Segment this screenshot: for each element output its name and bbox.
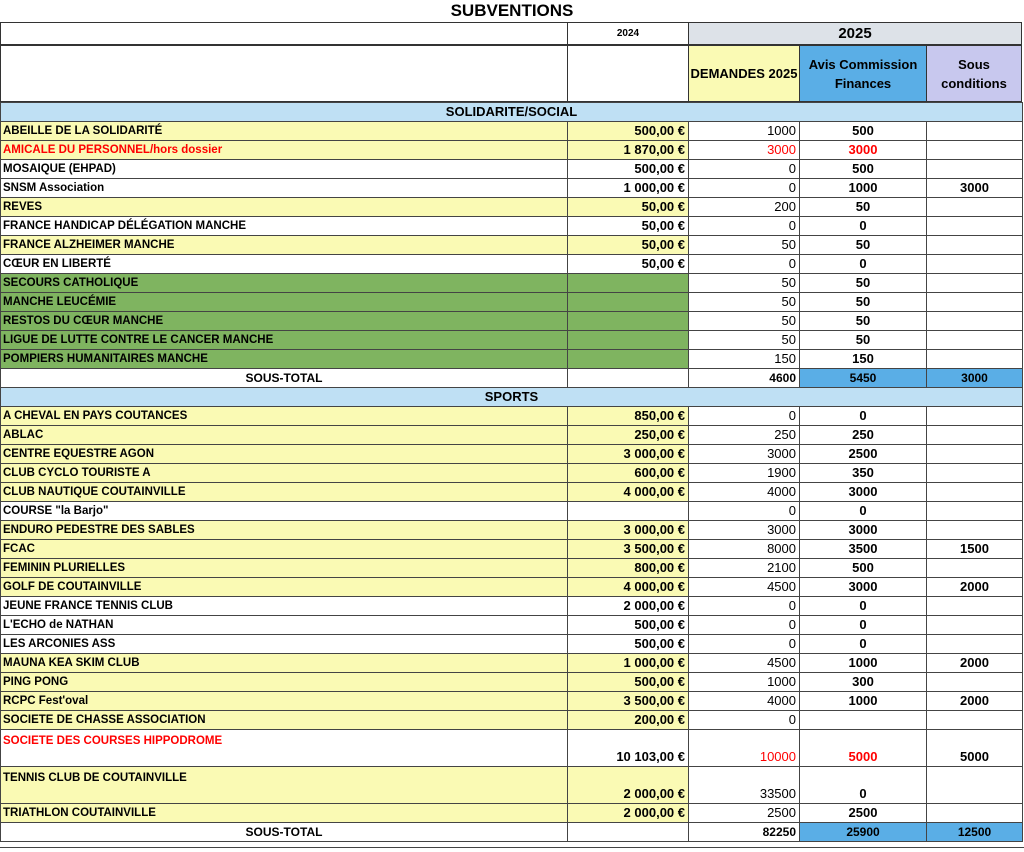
row-name: REVES — [1, 198, 568, 217]
row-name: FRANCE HANDICAP DÉLÉGATION MANCHE — [1, 217, 568, 236]
row-avis: 250 — [800, 426, 927, 445]
table-row — [1, 445, 1023, 464]
row-demandes: 50 — [689, 331, 800, 350]
table-row — [1, 350, 1023, 369]
section-title: SOLIDARITE/SOCIAL — [1, 103, 1023, 122]
table-row — [1, 179, 1023, 198]
row-name: MOSAIQUE (EHPAD) — [1, 160, 568, 179]
row-name: COURSE "la Barjo" — [1, 502, 568, 521]
table-row — [1, 274, 1023, 293]
subtotal-label: SOUS-TOTAL — [1, 369, 568, 388]
table-row — [1, 141, 1023, 160]
row-demandes: 0 — [689, 255, 800, 274]
row-name: ENDURO PEDESTRE DES SABLES — [1, 521, 568, 540]
table-row — [1, 521, 1023, 540]
row-sous-conditions — [927, 426, 1023, 445]
row-2024-amount: 50,00 € — [568, 255, 689, 274]
table-row — [1, 540, 1023, 559]
row-demandes: 0 — [689, 635, 800, 654]
row-name: MANCHE LEUCÉMIE — [1, 293, 568, 312]
row-name: TENNIS CLUB DE COUTAINVILLE — [1, 767, 568, 804]
table-row — [1, 160, 1023, 179]
row-sous-conditions — [927, 673, 1023, 692]
row-avis: 2500 — [800, 445, 927, 464]
row-demandes: 50 — [689, 236, 800, 255]
table-row — [1, 578, 1023, 597]
header-2024: 2024 — [567, 22, 689, 45]
row-2024-amount: 50,00 € — [568, 198, 689, 217]
table-row — [1, 312, 1023, 331]
row-demandes: 200 — [689, 198, 800, 217]
table-row — [1, 236, 1023, 255]
row-avis: 1000 — [800, 179, 927, 198]
row-demandes: 0 — [689, 160, 800, 179]
header-demandes: DEMANDES 2025 — [688, 45, 800, 102]
row-avis: 3000 — [800, 141, 927, 160]
row-sous-conditions — [927, 350, 1023, 369]
table-row — [1, 407, 1023, 426]
row-avis: 0 — [800, 217, 927, 236]
row-name: FEMININ PLURIELLES — [1, 559, 568, 578]
row-name: MAUNA KEA SKIM CLUB — [1, 654, 568, 673]
row-name: CLUB CYCLO TOURISTE A — [1, 464, 568, 483]
table-row — [1, 502, 1023, 521]
row-avis: 2500 — [800, 804, 927, 823]
row-sous-conditions — [927, 767, 1023, 804]
row-2024-amount: 200,00 € — [568, 711, 689, 730]
header-2024-blank — [567, 45, 689, 102]
row-sous-conditions — [927, 711, 1023, 730]
row-demandes: 4500 — [689, 578, 800, 597]
table-row — [1, 426, 1023, 445]
row-avis: 500 — [800, 559, 927, 578]
row-2024-amount: 2 000,00 € — [568, 767, 689, 804]
section-title: SPORTS — [1, 388, 1023, 407]
table-row — [1, 255, 1023, 274]
row-name: SNSM Association — [1, 179, 568, 198]
row-name: JEUNE FRANCE TENNIS CLUB — [1, 597, 568, 616]
row-2024-amount: 10 103,00 € — [568, 730, 689, 767]
header-blank — [0, 22, 568, 45]
row-avis: 300 — [800, 673, 927, 692]
row-sous-conditions — [927, 616, 1023, 635]
table-row — [1, 711, 1023, 730]
row-name: FRANCE ALZHEIMER MANCHE — [1, 236, 568, 255]
row-2024-amount: 500,00 € — [568, 160, 689, 179]
row-sous-conditions — [927, 804, 1023, 823]
row-name: SECOURS CATHOLIQUE — [1, 274, 568, 293]
row-2024-amount: 2 000,00 € — [568, 597, 689, 616]
row-sous-conditions — [927, 635, 1023, 654]
row-2024-amount: 3 000,00 € — [568, 445, 689, 464]
header-sous-conditions: Sous conditions — [926, 45, 1022, 102]
row-sous-conditions — [927, 331, 1023, 350]
row-avis: 1000 — [800, 654, 927, 673]
row-avis: 500 — [800, 160, 927, 179]
subventions-table — [0, 102, 1023, 842]
row-sous-conditions — [927, 559, 1023, 578]
row-sous-conditions: 1500 — [927, 540, 1023, 559]
row-demandes: 250 — [689, 426, 800, 445]
row-2024-amount: 3 500,00 € — [568, 692, 689, 711]
row-2024-amount — [568, 274, 689, 293]
row-sous-conditions — [927, 198, 1023, 217]
table-row — [1, 559, 1023, 578]
table-row — [1, 331, 1023, 350]
row-sous-conditions — [927, 483, 1023, 502]
row-2024-amount: 500,00 € — [568, 673, 689, 692]
row-2024-amount: 800,00 € — [568, 559, 689, 578]
row-2024-amount — [568, 331, 689, 350]
row-avis: 50 — [800, 293, 927, 312]
row-2024-amount — [568, 502, 689, 521]
row-demandes: 50 — [689, 274, 800, 293]
row-avis: 0 — [800, 616, 927, 635]
row-sous-conditions — [927, 141, 1023, 160]
table-row — [1, 483, 1023, 502]
table-row — [1, 692, 1023, 711]
row-sous-conditions — [927, 312, 1023, 331]
row-sous-conditions — [927, 521, 1023, 540]
row-2024-amount: 50,00 € — [568, 236, 689, 255]
row-2024-amount: 500,00 € — [568, 616, 689, 635]
row-avis: 3000 — [800, 578, 927, 597]
row-demandes: 0 — [689, 179, 800, 198]
row-demandes: 33500 — [689, 767, 800, 804]
row-2024-amount: 1 870,00 € — [568, 141, 689, 160]
row-demandes: 10000 — [689, 730, 800, 767]
row-avis: 3500 — [800, 540, 927, 559]
row-name: L'ECHO de NATHAN — [1, 616, 568, 635]
row-2024-amount: 850,00 € — [568, 407, 689, 426]
subtotal-demandes: 4600 — [689, 369, 800, 388]
next-section-edge — [0, 847, 1024, 852]
row-name: RESTOS DU CŒUR MANCHE — [1, 312, 568, 331]
row-sous-conditions: 3000 — [927, 179, 1023, 198]
row-sous-conditions: 5000 — [927, 730, 1023, 767]
row-2024-amount: 3 500,00 € — [568, 540, 689, 559]
subtotal-2024-blank — [568, 369, 689, 388]
row-demandes: 1000 — [689, 122, 800, 141]
row-2024-amount: 1 000,00 € — [568, 179, 689, 198]
table-row — [1, 767, 1023, 804]
row-avis: 5000 — [800, 730, 927, 767]
row-demandes: 3000 — [689, 141, 800, 160]
table-row — [1, 464, 1023, 483]
row-demandes: 0 — [689, 217, 800, 236]
row-2024-amount: 4 000,00 € — [568, 483, 689, 502]
row-2024-amount: 600,00 € — [568, 464, 689, 483]
row-avis: 0 — [800, 597, 927, 616]
table-row — [1, 597, 1023, 616]
row-avis: 50 — [800, 274, 927, 293]
row-demandes: 3000 — [689, 445, 800, 464]
row-name: CŒUR EN LIBERTÉ — [1, 255, 568, 274]
row-name: CENTRE EQUESTRE AGON — [1, 445, 568, 464]
section-header — [1, 388, 1023, 407]
table-row — [1, 654, 1023, 673]
row-demandes: 2100 — [689, 559, 800, 578]
subtotal-label: SOUS-TOTAL — [1, 823, 568, 842]
row-name: A CHEVAL EN PAYS COUTANCES — [1, 407, 568, 426]
row-name: POMPIERS HUMANITAIRES MANCHE — [1, 350, 568, 369]
table-row — [1, 673, 1023, 692]
subtotal-row — [1, 823, 1023, 842]
row-name: ABEILLE DE LA SOLIDARITÉ — [1, 122, 568, 141]
row-2024-amount: 4 000,00 € — [568, 578, 689, 597]
section-header — [1, 103, 1023, 122]
row-name: RCPC Fest'oval — [1, 692, 568, 711]
row-avis: 0 — [800, 635, 927, 654]
row-2024-amount: 500,00 € — [568, 122, 689, 141]
row-sous-conditions — [927, 236, 1023, 255]
row-avis: 3000 — [800, 483, 927, 502]
row-demandes: 0 — [689, 407, 800, 426]
row-name: PING PONG — [1, 673, 568, 692]
row-name: ABLAC — [1, 426, 568, 445]
row-2024-amount: 500,00 € — [568, 635, 689, 654]
subtotal-demandes: 82250 — [689, 823, 800, 842]
row-avis: 3000 — [800, 521, 927, 540]
row-demandes: 0 — [689, 711, 800, 730]
row-demandes: 0 — [689, 502, 800, 521]
row-avis — [800, 711, 927, 730]
row-name: SOCIETE DES COURSES HIPPODROME — [1, 730, 568, 767]
table-row — [1, 122, 1023, 141]
row-sous-conditions — [927, 122, 1023, 141]
row-name: CLUB NAUTIQUE COUTAINVILLE — [1, 483, 568, 502]
row-demandes: 2500 — [689, 804, 800, 823]
row-2024-amount: 2 000,00 € — [568, 804, 689, 823]
row-avis: 50 — [800, 312, 927, 331]
row-2024-amount: 1 000,00 € — [568, 654, 689, 673]
subtotal-avis: 5450 — [800, 369, 927, 388]
row-demandes: 1000 — [689, 673, 800, 692]
row-demandes: 50 — [689, 293, 800, 312]
table-row — [1, 730, 1023, 767]
row-demandes: 0 — [689, 616, 800, 635]
header-2025: 2025 — [688, 22, 1022, 45]
row-name: SOCIETE DE CHASSE ASSOCIATION — [1, 711, 568, 730]
row-sous-conditions — [927, 502, 1023, 521]
row-sous-conditions — [927, 597, 1023, 616]
row-avis: 50 — [800, 236, 927, 255]
row-avis: 0 — [800, 767, 927, 804]
subtotal-2024-blank — [568, 823, 689, 842]
table-row — [1, 198, 1023, 217]
row-avis: 50 — [800, 198, 927, 217]
table-row — [1, 616, 1023, 635]
row-avis: 1000 — [800, 692, 927, 711]
subtotal-avis: 25900 — [800, 823, 927, 842]
row-sous-conditions — [927, 293, 1023, 312]
table-row — [1, 635, 1023, 654]
row-sous-conditions — [927, 255, 1023, 274]
row-demandes: 4000 — [689, 483, 800, 502]
row-2024-amount — [568, 293, 689, 312]
subtotal-sous-conditions: 3000 — [927, 369, 1023, 388]
row-sous-conditions: 2000 — [927, 578, 1023, 597]
row-2024-amount: 50,00 € — [568, 217, 689, 236]
row-sous-conditions: 2000 — [927, 692, 1023, 711]
row-name: LIGUE DE LUTTE CONTRE LE CANCER MANCHE — [1, 331, 568, 350]
row-avis: 0 — [800, 407, 927, 426]
row-sous-conditions — [927, 217, 1023, 236]
row-demandes: 4500 — [689, 654, 800, 673]
row-sous-conditions — [927, 160, 1023, 179]
row-demandes: 8000 — [689, 540, 800, 559]
row-avis: 350 — [800, 464, 927, 483]
row-2024-amount: 3 000,00 € — [568, 521, 689, 540]
row-avis: 50 — [800, 331, 927, 350]
row-avis: 150 — [800, 350, 927, 369]
row-sous-conditions: 2000 — [927, 654, 1023, 673]
row-demandes: 0 — [689, 597, 800, 616]
row-sous-conditions — [927, 274, 1023, 293]
row-name: TRIATHLON COUTAINVILLE — [1, 804, 568, 823]
table-row — [1, 217, 1023, 236]
header-name-blank — [0, 45, 568, 102]
row-name: FCAC — [1, 540, 568, 559]
row-name: GOLF DE COUTAINVILLE — [1, 578, 568, 597]
subtotal-sous-conditions: 12500 — [927, 823, 1023, 842]
row-sous-conditions — [927, 445, 1023, 464]
row-demandes: 4000 — [689, 692, 800, 711]
table-row — [1, 804, 1023, 823]
row-2024-amount: 250,00 € — [568, 426, 689, 445]
row-demandes: 3000 — [689, 521, 800, 540]
row-2024-amount — [568, 312, 689, 331]
row-sous-conditions — [927, 464, 1023, 483]
subtotal-row — [1, 369, 1023, 388]
row-demandes: 50 — [689, 312, 800, 331]
header-avis: Avis Commission Finances — [799, 45, 927, 102]
table-row — [1, 293, 1023, 312]
row-avis: 0 — [800, 502, 927, 521]
row-demandes: 150 — [689, 350, 800, 369]
row-avis: 0 — [800, 255, 927, 274]
sheet-title: SUBVENTIONS — [450, 1, 574, 20]
row-2024-amount — [568, 350, 689, 369]
row-avis: 500 — [800, 122, 927, 141]
row-sous-conditions — [927, 407, 1023, 426]
row-name: AMICALE DU PERSONNEL/hors dossier — [1, 141, 568, 160]
row-name: LES ARCONIES ASS — [1, 635, 568, 654]
row-demandes: 1900 — [689, 464, 800, 483]
